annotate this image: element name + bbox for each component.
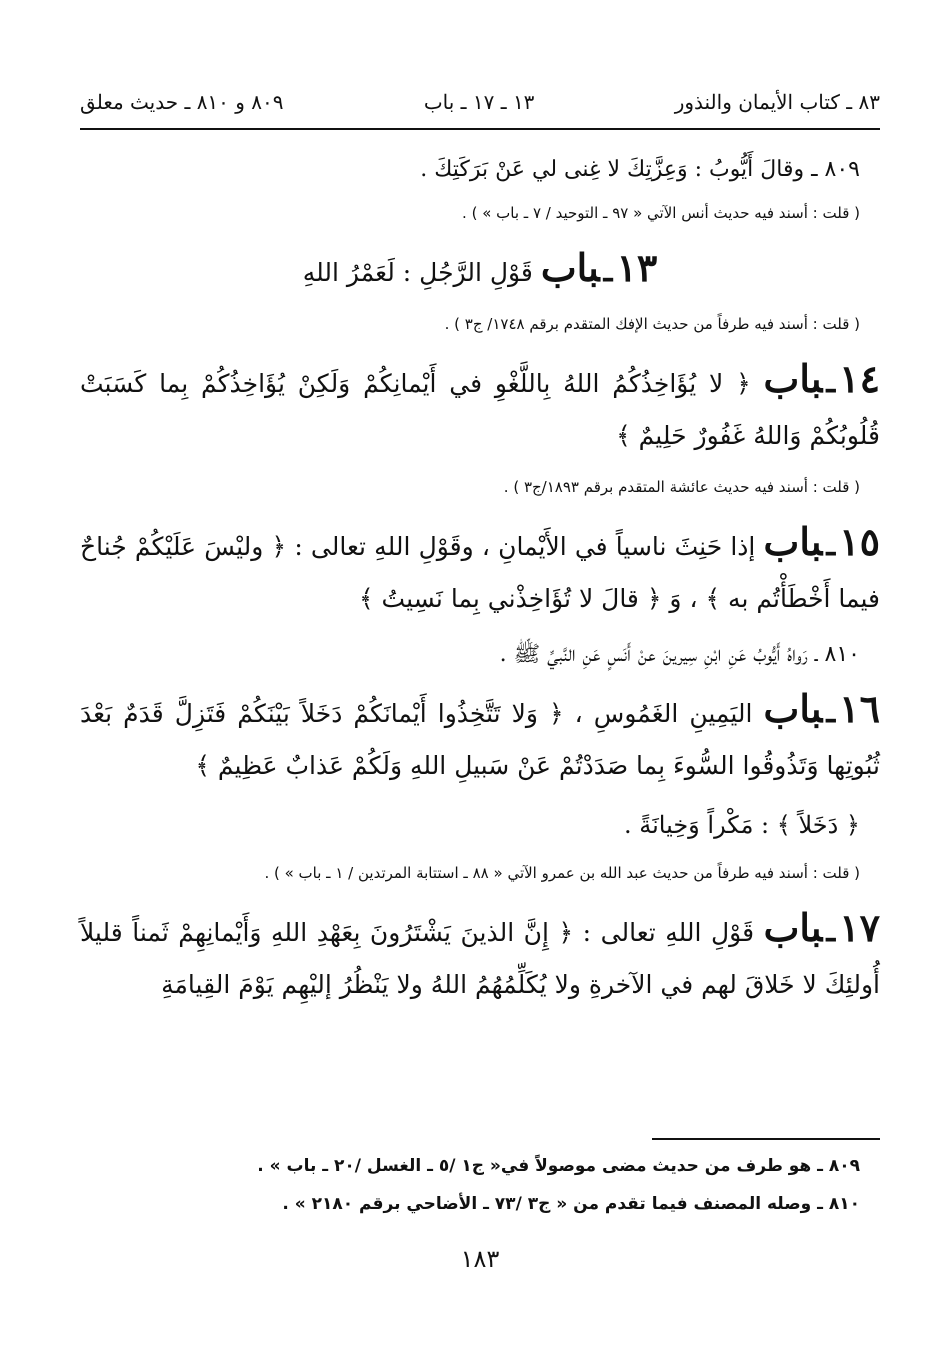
chapter-number: ١٣: [616, 245, 658, 290]
chapter-number: ١٦: [839, 686, 880, 731]
chapter-separator: ـ: [603, 254, 613, 289]
chapter-title: قَوْلِ اللهِ تعالى : ﴿ إِنَّ الذينَ يَشْتَرُونَ بِعَهْدِ اللهِ وَأَيْمانِهِمْ ثَمناً قليلاً أُولئِكَ لا خَلاقَ لهم في الآخرةِ ولا يُكَلِّمُهُمُ اللهُ ولا يَنْظُرُ إليْهِم يَوْمَ القِيامَةِ: [80, 918, 880, 999]
chapter-14-heading: [80, 353, 880, 462]
chapter-title: ﴿ لا يُؤَاخِذُكُمُ اللهُ بِاللَّغْوِ في أَيْمانِكُمْ وَلَكِنْ يُؤَاخِذُكُمْ بِما كَسَبَتْ قُلُوبُكُمْ وَاللهُ غَفُورٌ حَلِيمٌ ﴾: [80, 369, 880, 450]
chapter-separator: ـ: [826, 695, 836, 730]
editor-note-4: ( قلت : أسند فيه طرفاً من حديث عبد الله بن عمرو الآتي « ٨٨ ـ استتابة المرتدين / ١ ـ باب » ) .: [264, 864, 860, 882]
chapter-title: قَوْلِ الرَّجُلِ : لَعَمْرُ اللهِ: [302, 258, 533, 287]
chapter-separator: ـ: [826, 365, 836, 400]
book-page: [80, 0, 880, 1356]
page-body: [80, 150, 880, 1021]
chapter-16-heading: [80, 683, 880, 792]
footnote-rule: [652, 1138, 880, 1140]
header-rule: [80, 128, 880, 130]
chapter-number: ١٤: [839, 356, 880, 401]
chapter-number: ١٥: [839, 519, 880, 564]
footnotes: [80, 1150, 880, 1226]
header-hadith-range: ٨٠٩ و ٨١٠ ـ حديث معلق: [80, 90, 284, 114]
chapter-17-heading: [80, 902, 880, 1011]
editor-note-1: ( قلت : أسند فيه حديث أنس الآتي « ٩٧ ـ التوحيد / ٧ ـ باب » ) .: [462, 204, 860, 222]
hadith-809: ٨٠٩ ـ وقالَ أَيُّوبُ : وَعِزَّتِكَ لا غِنى لي عَنْ بَرَكَتِكَ .: [420, 157, 860, 182]
chapter-word: باب: [763, 686, 823, 731]
footnote-809: ٨٠٩ ـ هو طرف من حديث مضى موصولاً في« ج١ /٥ ـ الغسل /٢٠ ـ باب » .: [257, 1156, 860, 1176]
page-number: ١٨٣: [460, 1245, 500, 1273]
chapter-word: باب: [763, 519, 823, 564]
hadith-810: ٨١٠ ـ رَواهُ أَيُّوبُ عَنِ ابْنِ سِيرينَ عنْ أَنَسٍ عَنِ النَّبيِّ ﷺ .: [499, 642, 860, 667]
chapter-15-heading: [80, 516, 880, 625]
chapter-separator: ـ: [826, 528, 836, 563]
chapter-13-heading: [80, 242, 880, 299]
chapter-number: ١٧: [839, 905, 881, 950]
header-chapter-range: ١٣ ـ ١٧ ـ باب: [423, 90, 535, 114]
chapter-word: باب: [763, 356, 823, 401]
footnote-810: ٨١٠ ـ وصله المصنف فيما تقدم من « ج٣ /٧٣ ـ الأضاحي برقم ٢١٨٠ » .: [282, 1194, 860, 1214]
chapter-title: اليَمِينِ الغَمُوسِ ، ﴿ وَلا تَتَّخِذُوا أَيْمانَكُمْ دَخَلاً بَيْنَكُمْ فَتَزِلَّ قَدَمٌ بَعْدَ ثُبُوتِها وَتَذُوقُوا السُّوءَ بِما صَدَدْتُمْ عَنْ سَبيلِ اللهِ وَلَكُمْ عَذابٌ عَظِيمٌ ﴾: [80, 699, 880, 780]
chapter-separator: ـ: [826, 914, 836, 949]
header-book-title: ٨٣ ـ كتاب الأيمان والنذور: [674, 90, 880, 114]
chapter-word: باب: [763, 905, 823, 950]
editor-note-2: ( قلت : أسند فيه طرفاً من حديث الإفك المتقدم برقم ١٧٤٨/ ج٣ ) .: [444, 315, 860, 333]
word-gloss: ﴿ دَخَلاً ﴾ : مَكْراً وَخِيانَةً .: [623, 811, 860, 839]
running-header: [80, 82, 880, 122]
editor-note-3: ( قلت : أسند فيه حديث عائشة المتقدم برقم ١٨٩٣/ج٣ ) .: [503, 478, 860, 496]
chapter-title: إذا حَنِثَ ناسياً في الأَيْمانِ ، وقَوْلِ اللهِ تعالى : ﴿ وليْسَ عَلَيْكُمْ جُناحٌ فيما أَخْطَأْتُم به ﴾ ، وَ ﴿ قالَ لا تُؤَاخِذْني بِما نَسِيتُ ﴾: [80, 532, 880, 613]
chapter-word: باب: [540, 245, 600, 290]
